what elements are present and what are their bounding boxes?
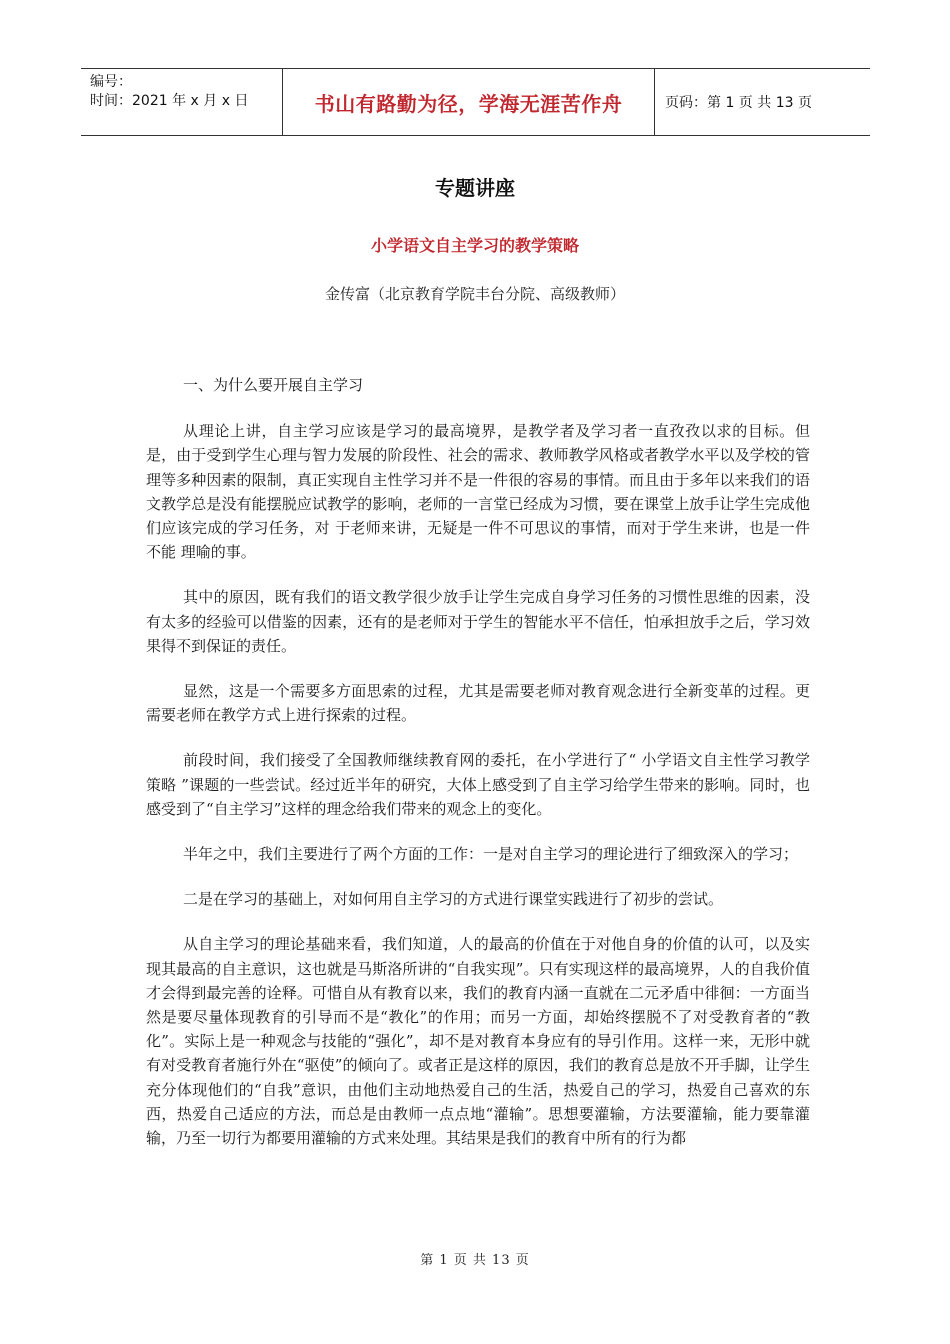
document-date: 时间：2021 年 x 月 x 日	[90, 93, 249, 109]
section-heading: 一、为什么要开展自主学习	[183, 376, 364, 394]
document-number-label: 编号：	[90, 74, 132, 90]
page-footer: 第 1 页 共 13 页	[420, 1253, 530, 1268]
document-author: 金传富（北京教育学院丰台分院、高级教师）	[324, 285, 625, 303]
body-paragraph: 从自主学习的理论基础来看，我们知道，人的最高的价值在于对他自身的价值的认可，以及实现其最高的自主意识，这也就是马斯洛所讲的“自我实现”。只有实现这样的最高境界，人的自我价值才会得到最完善的诠释。可惜自从有教育以来，我们的教育内涵一直就在二元矛盾中徘徊：一方面当然是要尽量体现教育的引导而不是“教化”的作用；而另一方面，却始终摆脱不了对受教育者的“教化”。实际上是一种观念与技能的“强化”，却不是对教育本身应有的导引作用。这样一来，无形中就有对受教育者施行外在“驱使”的倾向了。或者正是这样的原因，我们的教育总是放不开手脚，让学生充分体现他们的“自我”意识，由他们主动地热爱自己的生活，热爱自己的学习，热爱自己喜欢的东西，热爱自己适应的方法，而总是由教师一点点地“灌输”。思想要灌输，方法要灌输，能力要靠灌输，乃至一切行为都要用灌输的方式来处理。其结果是我们的教育中所有的行为都	[146, 935, 810, 1148]
body-paragraph: 从理论上讲，自主学习应该是学习的最高境界，是教学者及学习者一直孜孜以求的目标。但是，由于受到学生心理与智力发展的阶段性、社会的需求、教师教学风格或者教学水平以及学校的管理等多种因素的限制，真正实现自主性学习并不是一件很的容易的事情。而且由于多年以来我们的语文教学总是没有能摆脱应试教学的影响，老师的一言堂已经成为习惯，要在课堂上放手让学生完成他们应该完成的学习任务，对 于老师来讲，无疑是一件不可思议的事情，而对于学生来讲，也是一件不能 理喻的事。	[146, 422, 810, 562]
header-page-info: 页码：第 1 页 共 13 页	[665, 95, 812, 111]
body-paragraph: 显然，这是一个需要多方面思索的过程，尤其是需要老师对教育观念进行全新变革的过程。更需要老师在教学方式上进行探索的过程。	[146, 682, 810, 725]
header-meta	[81, 69, 282, 135]
document-subtitle: 小学语文自主学习的教学策略	[370, 236, 579, 255]
body-paragraph: 前段时间，我们接受了全国教师继续教育网的委托，在小学进行了“ 小学语文自主性学习教学策略 ”课题的一些尝试。经过近半年的研究，大体上感受到了自主学习给学生带来的影响。同时，也感受到了“自主学习”这样的理念给我们带来的观念上的变化。	[146, 751, 810, 818]
body-paragraph: 其中的原因，既有我们的语文教学很少放手让学生完成自身学习任务的习惯性思维的因素，没有太多的经验可以借鉴的因素，还有的是老师对于学生的智能水平不信任，怕承担放手之后，学习效果得不到保证的责任。	[146, 588, 810, 655]
document-body	[146, 373, 810, 1171]
document-title: 专题讲座	[435, 176, 515, 200]
header-table	[81, 68, 870, 136]
body-paragraph: 半年之中，我们主要进行了两个方面的工作：一是对自主学习的理论进行了细致深入的学习；	[183, 845, 799, 864]
header-motto: 书山有路勤为径，学海无涯苦作舟	[282, 69, 655, 135]
body-paragraph: 二是在学习的基础上，对如何用自主学习的方式进行课堂实践进行了初步的尝试。	[183, 890, 724, 909]
